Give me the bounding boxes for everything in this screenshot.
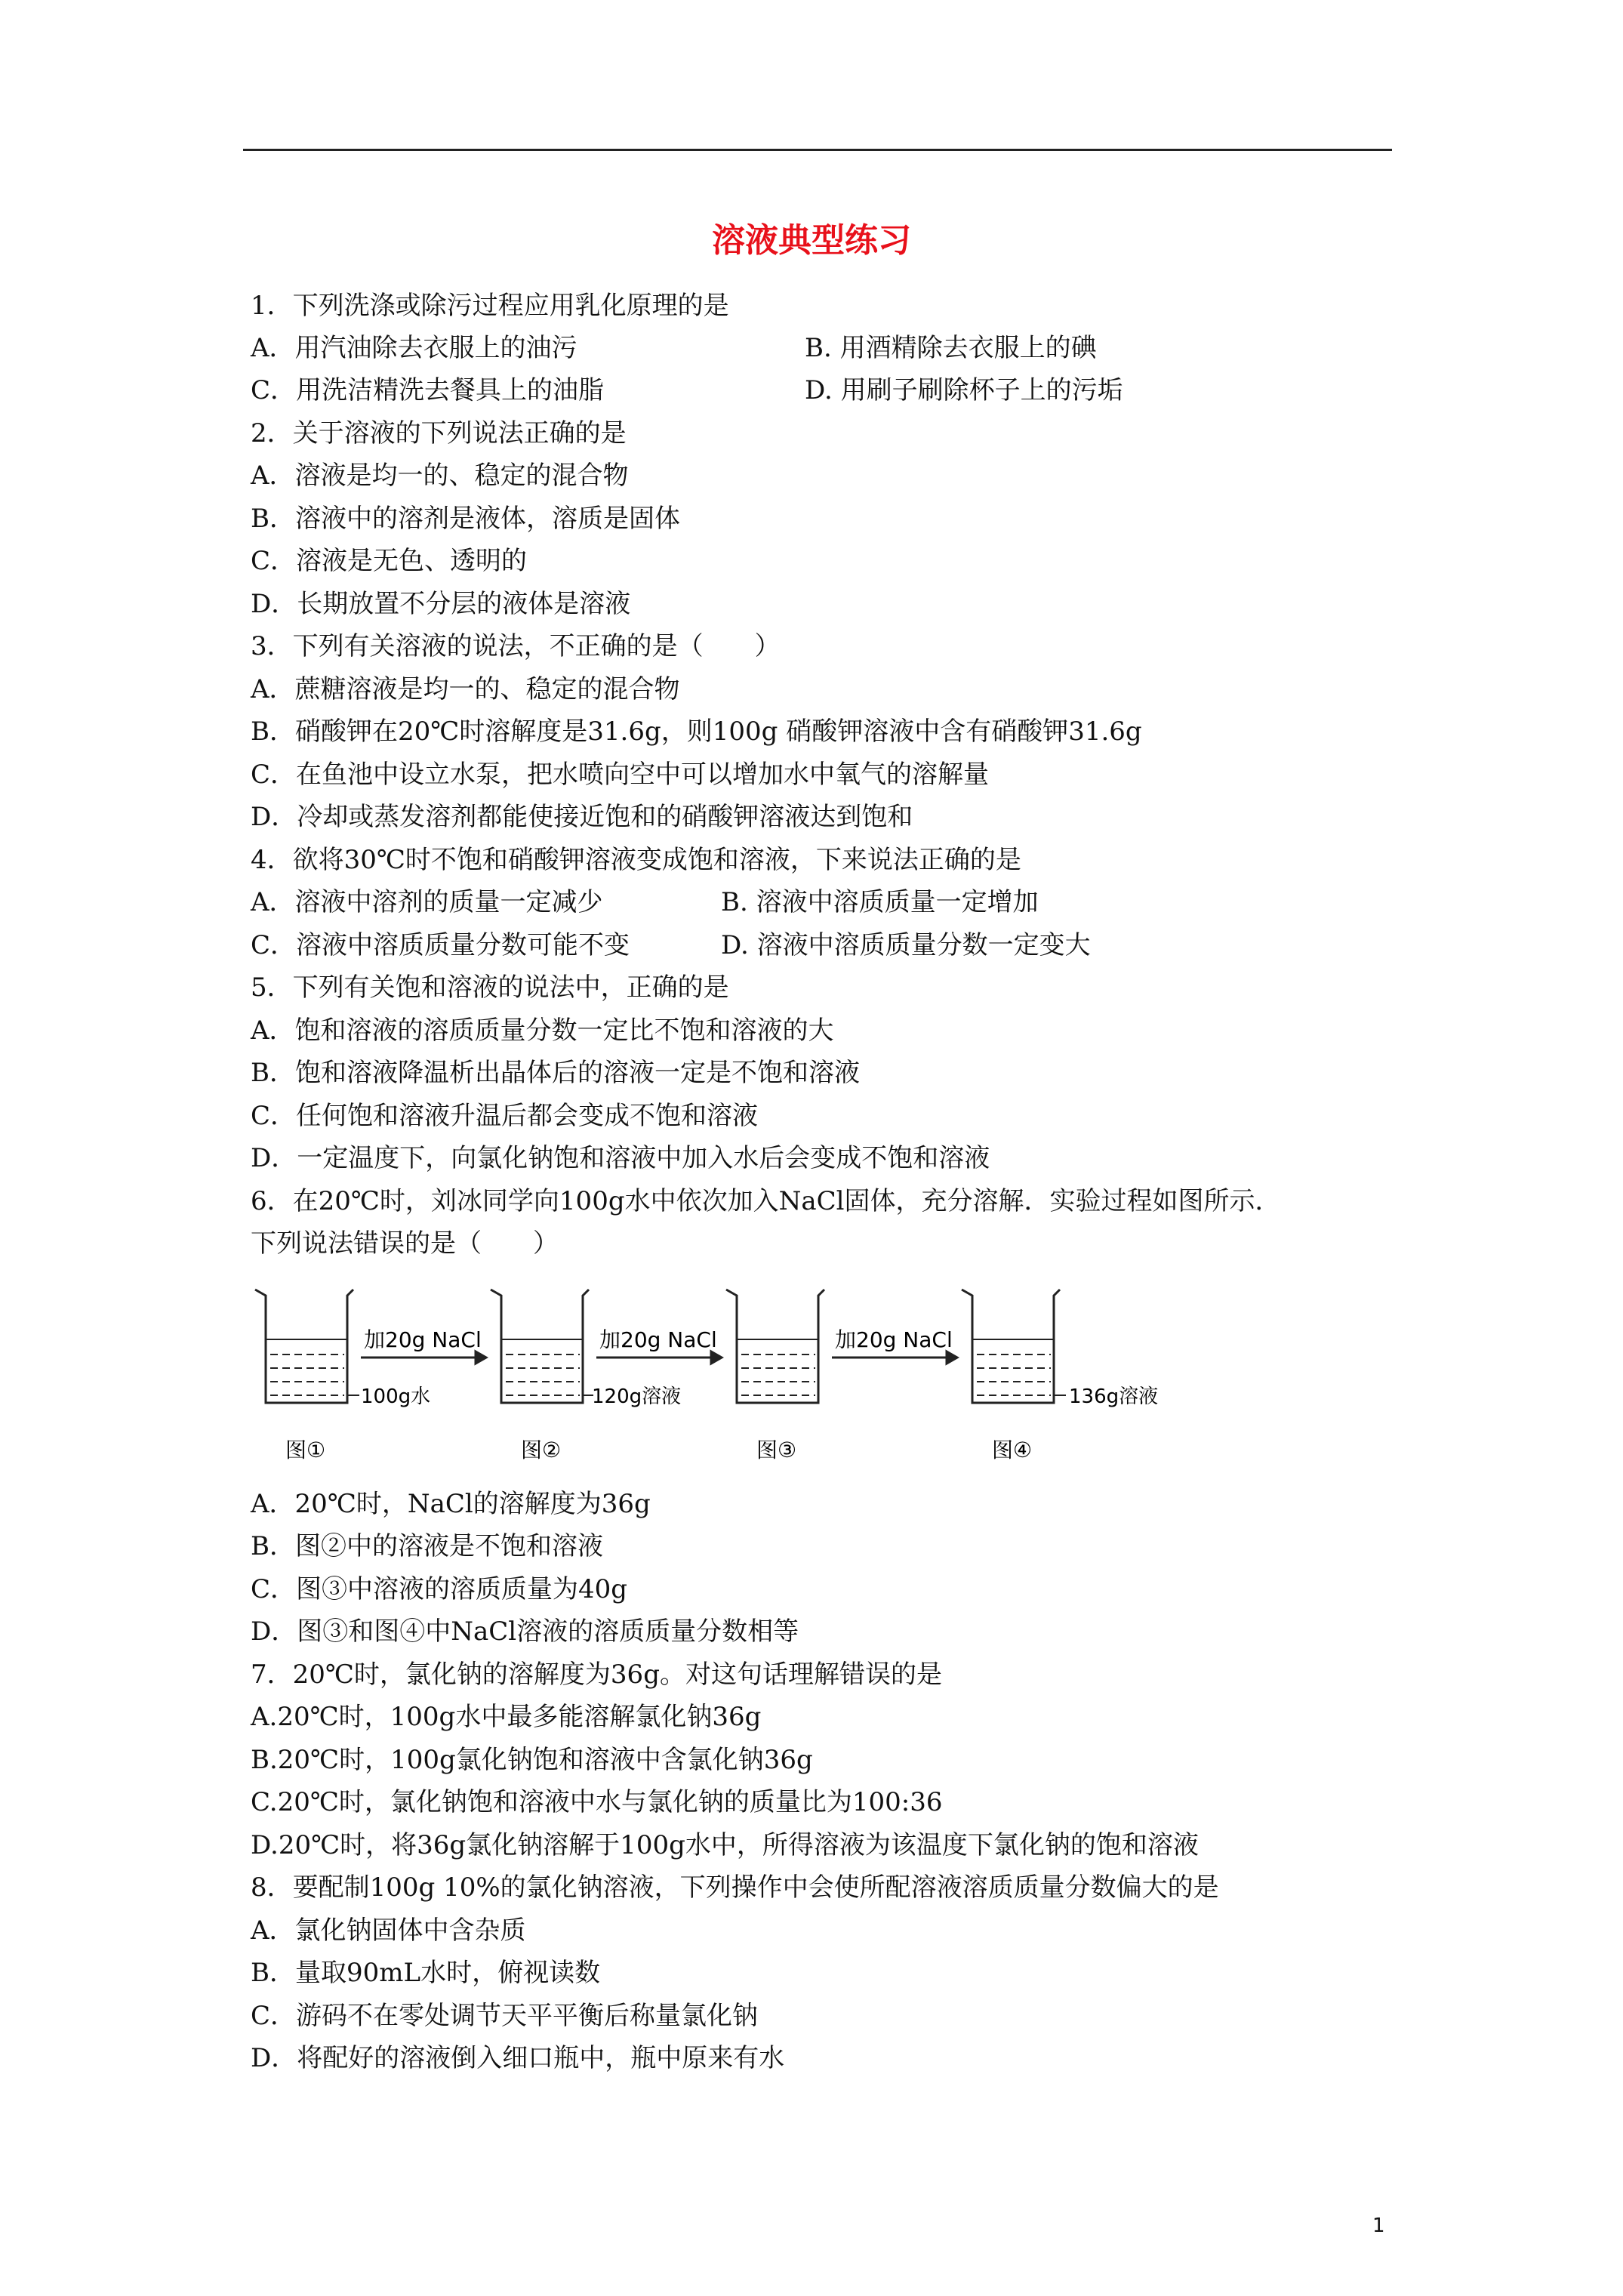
q6-option-a: A．20℃时，NaCl的溶解度为36g <box>251 1489 651 1519</box>
q1-option-a: A．用汽油除去衣服上的油污 <box>251 333 577 363</box>
q8-option-b: B．量取90mL水时，俯视读数 <box>251 1958 601 1988</box>
q2-option-c: C．溶液是无色、透明的 <box>251 546 528 576</box>
q6-option-b: B．图②中的溶液是不饱和溶液 <box>251 1531 603 1561</box>
q8-option-c: C．游码不在零处调节天平平衡后称量氯化钠 <box>251 2001 759 2031</box>
q6-stem-line2: 下列说法错误的是（ ） <box>251 1228 559 1259</box>
arrow-label-3: 加20g NaCl <box>835 1327 953 1352</box>
q7-option-d: D.20℃时，将36g氯化钠溶解于100g水中，所得溶液为该温度下氯化钠的饱和溶液 <box>251 1830 1199 1860</box>
q7-option-a: A.20℃时，100g水中最多能溶解氯化钠36g <box>251 1702 762 1732</box>
q3-option-a: A．蔗糖溶液是均一的、稳定的混合物 <box>251 674 680 704</box>
q7-stem: 7．20℃时，氯化钠的溶解度为36g。对这句话理解错误的是 <box>251 1660 942 1690</box>
q2-stem: 2．关于溶液的下列说法正确的是 <box>251 418 627 448</box>
q2-option-a: A．溶液是均一的、稳定的混合物 <box>251 461 629 491</box>
q7-option-c: C.20℃时，氯化钠饱和溶液中水与氯化钠的质量比为100:36 <box>251 1787 943 1817</box>
q5-option-d: D．一定温度下，向氯化钠饱和溶液中加入水后会变成不饱和溶液 <box>251 1143 990 1173</box>
beaker-2 <box>491 1290 589 1403</box>
caption-fig-1: 图① <box>285 1438 326 1462</box>
q5-option-b: B．饱和溶液降温析出晶体后的溶液一定是不饱和溶液 <box>251 1058 860 1088</box>
caption-fig-2: 图② <box>521 1438 562 1462</box>
q5-stem: 5．下列有关饱和溶液的说法中，正确的是 <box>251 972 729 1003</box>
q7-option-b: B.20℃时，100g氯化钠饱和溶液中含氯化钠36g <box>251 1745 813 1775</box>
q4-option-c: C．溶液中溶质质量分数可能不变 <box>251 930 630 960</box>
q2-option-b: B．溶液中的溶剂是液体，溶质是固体 <box>251 504 680 534</box>
beaker-experiment-figure <box>249 1282 1230 1471</box>
q3-option-b: B．硝酸钾在20℃时溶解度是31.6g，则100g 硝酸钾溶液中含有硝酸钾31.6g <box>251 717 1142 747</box>
page-number: 1 <box>1372 2214 1385 2237</box>
q5-option-c: C．任何饱和溶液升温后都会变成不饱和溶液 <box>251 1101 759 1131</box>
arrow-label-2: 加20g NaCl <box>599 1327 717 1352</box>
arrow-label-1: 加20g NaCl <box>364 1327 482 1352</box>
q8-option-a: A．氯化钠固体中含杂质 <box>251 1915 526 1946</box>
q3-option-d: D．冷却或蒸发溶剂都能使接近饱和的硝酸钾溶液达到饱和 <box>251 802 913 832</box>
q4-stem: 4．欲将30℃时不饱和硝酸钾溶液变成饱和溶液，下来说法正确的是 <box>251 845 1021 875</box>
q1-option-b: B. 用酒精除去衣服上的碘 <box>805 333 1097 363</box>
page-title: 溶液典型练习 <box>712 221 911 260</box>
q4-option-d: D. 溶液中溶质质量分数一定变大 <box>721 930 1091 960</box>
q6-option-c: C．图③中溶液的溶质质量为40g <box>251 1574 628 1604</box>
beaker-1-label: 100g水 <box>361 1385 431 1408</box>
q1-stem: 1．下列洗涤或除污过程应用乳化原理的是 <box>251 291 729 321</box>
q6-stem-line1: 6．在20℃时，刘冰同学向100g水中依次加入NaCl固体，充分溶解．实验过程如图所示． <box>251 1186 1281 1216</box>
q8-option-d: D．将配好的溶液倒入细口瓶中，瓶中原来有水 <box>251 2043 785 2073</box>
q3-stem: 3．下列有关溶液的说法，不正确的是（ ） <box>251 631 781 661</box>
beaker-2-label: 120g溶液 <box>592 1385 682 1408</box>
beaker-4-label: 136g溶液 <box>1069 1385 1159 1408</box>
beaker-1 <box>255 1290 353 1403</box>
q8-stem: 8．要配制100g 10%的氯化钠溶液，下列操作中会使所配溶液溶质质量分数偏大的是 <box>251 1872 1219 1903</box>
q1-option-c: C．用洗洁精洗去餐具上的油脂 <box>251 375 605 405</box>
caption-fig-4: 图④ <box>992 1438 1033 1462</box>
caption-fig-3: 图③ <box>756 1438 797 1462</box>
q5-option-a: A．饱和溶液的溶质质量分数一定比不饱和溶液的大 <box>251 1015 834 1046</box>
q1-option-d: D. 用刷子刷除杯子上的污垢 <box>805 375 1123 405</box>
q2-option-d: D．长期放置不分层的液体是溶液 <box>251 589 631 619</box>
q3-option-c: C．在鱼池中设立水泵，把水喷向空中可以增加水中氧气的溶解量 <box>251 760 990 790</box>
header-rule <box>243 149 1392 151</box>
beaker-3 <box>726 1290 824 1403</box>
q4-option-b: B. 溶液中溶质质量一定增加 <box>721 887 1039 917</box>
q6-option-d: D．图③和图④中NaCl溶液的溶质质量分数相等 <box>251 1616 799 1647</box>
q4-option-a: A．溶液中溶剂的质量一定减少 <box>251 887 603 917</box>
beaker-4 <box>962 1290 1060 1403</box>
